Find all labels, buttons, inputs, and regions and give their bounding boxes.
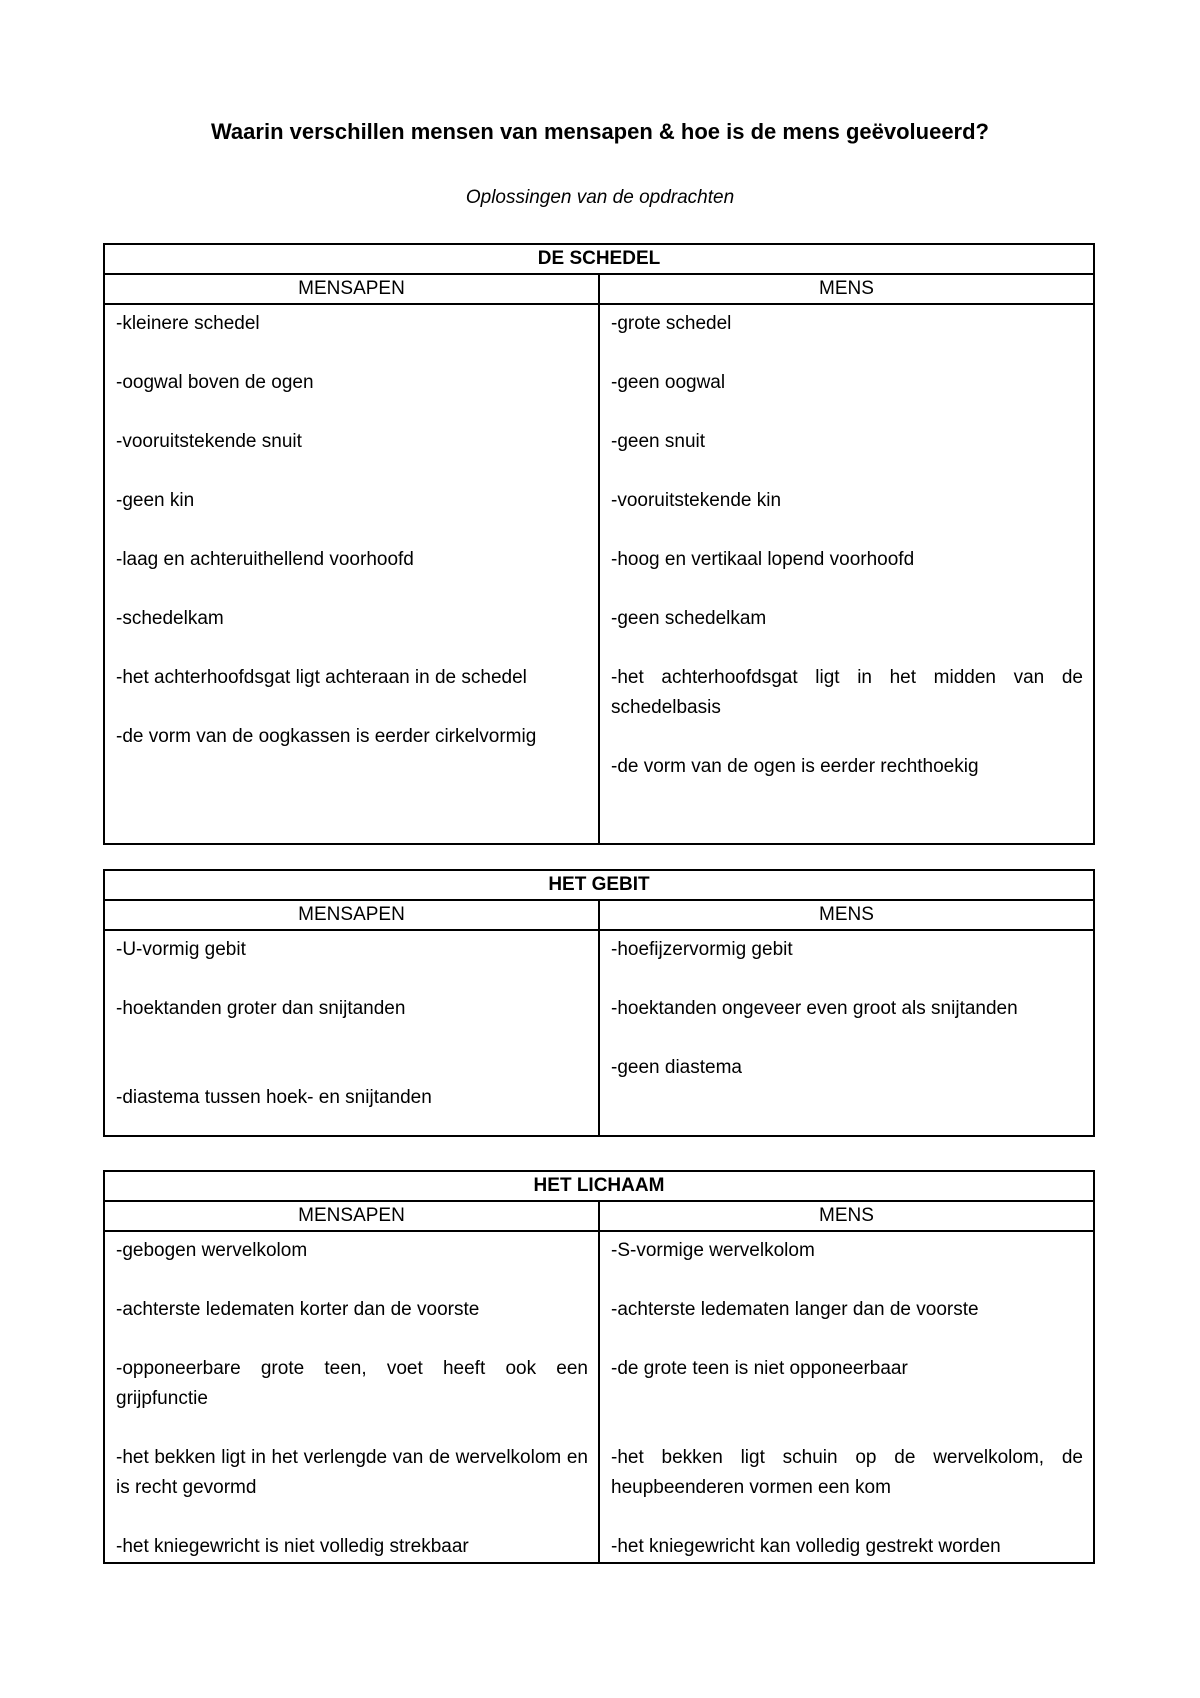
column-header-mensapen: MENSAPEN <box>104 274 599 304</box>
column-header-mens: MENS <box>599 274 1094 304</box>
mensapen-cell <box>104 930 599 1136</box>
list-item: -S-vormige wervelkolom <box>611 1240 815 1261</box>
list-item: -kleinere schedel <box>116 313 260 334</box>
list-item: -geen oogwal <box>611 372 726 393</box>
list-item: -schedelkam <box>116 608 224 629</box>
list-item: -de grote teen is niet opponeerbaar <box>611 1358 908 1379</box>
table-het-lichaam <box>103 1170 1095 1564</box>
list-item: -het bekken ligt in het verlengde van de wervelkolom en is recht gevormd <box>116 1447 588 1498</box>
column-header-mensapen: MENSAPEN <box>104 900 599 930</box>
page-title: Waarin verschillen mensen van mensapen & hoe is de mens geëvolueerd? <box>210 119 989 144</box>
section-heading: DE SCHEDEL <box>104 244 1094 274</box>
list-item: -geen diastema <box>611 1057 742 1078</box>
mens-cell <box>599 1231 1094 1563</box>
list-item: -vooruitstekende snuit <box>116 431 302 452</box>
column-header-mensapen: MENSAPEN <box>104 1201 599 1231</box>
table-de-schedel <box>103 243 1095 845</box>
list-item: -het kniegewricht is niet volledig strekbaar <box>116 1536 469 1557</box>
list-item: -hoog en vertikaal lopend voorhoofd <box>611 549 915 570</box>
list-item: -het achterhoofdsgat ligt achteraan in de schedel <box>116 667 527 688</box>
list-item: -het achterhoofdsgat ligt in het midden van de schedelbasis <box>611 667 1083 718</box>
list-item: -het kniegewricht kan volledig gestrekt worden <box>611 1536 1001 1557</box>
list-item: -achterste ledematen korter dan de voorste <box>116 1299 480 1320</box>
section-heading: HET GEBIT <box>104 870 1094 900</box>
list-item: -geen snuit <box>611 431 706 452</box>
list-item: -het bekken ligt schuin op de wervelkolom, de heupbeenderen vormen een kom <box>611 1447 1083 1498</box>
column-header-mens: MENS <box>599 900 1094 930</box>
column-header-mens: MENS <box>599 1201 1094 1231</box>
list-item: -geen schedelkam <box>611 608 767 629</box>
list-item: -achterste ledematen langer dan de voorste <box>611 1299 979 1320</box>
mensapen-cell <box>104 1231 599 1563</box>
mens-cell <box>599 930 1094 1136</box>
list-item: -hoektanden groter dan snijtanden <box>116 998 406 1019</box>
mensapen-cell <box>104 304 599 844</box>
list-item: -diastema tussen hoek- en snijtanden <box>116 1087 432 1108</box>
list-item: -de vorm van de ogen is eerder rechthoekig <box>611 756 979 777</box>
list-item: -geen kin <box>116 490 195 511</box>
section-heading: HET LICHAAM <box>104 1171 1094 1201</box>
list-item: -vooruitstekende kin <box>611 490 782 511</box>
list-item: -oogwal boven de ogen <box>116 372 314 393</box>
list-item: -gebogen wervelkolom <box>116 1240 308 1261</box>
list-item: -U-vormig gebit <box>116 939 246 960</box>
table-het-gebit <box>103 869 1095 1137</box>
mens-cell <box>599 304 1094 844</box>
list-item: -hoefijzervormig gebit <box>611 939 793 960</box>
page-subtitle: Oplossingen van de opdrachten <box>465 187 735 208</box>
list-item: -opponeerbare grote teen, voet heeft ook een grijpfunctie <box>116 1358 588 1409</box>
list-item: -de vorm van de oogkassen is eerder cirkelvormig <box>116 726 537 747</box>
list-item: -laag en achteruithellend voorhoofd <box>116 549 414 570</box>
list-item: -hoektanden ongeveer even groot als snijtanden <box>611 998 1018 1019</box>
list-item: -grote schedel <box>611 313 732 334</box>
